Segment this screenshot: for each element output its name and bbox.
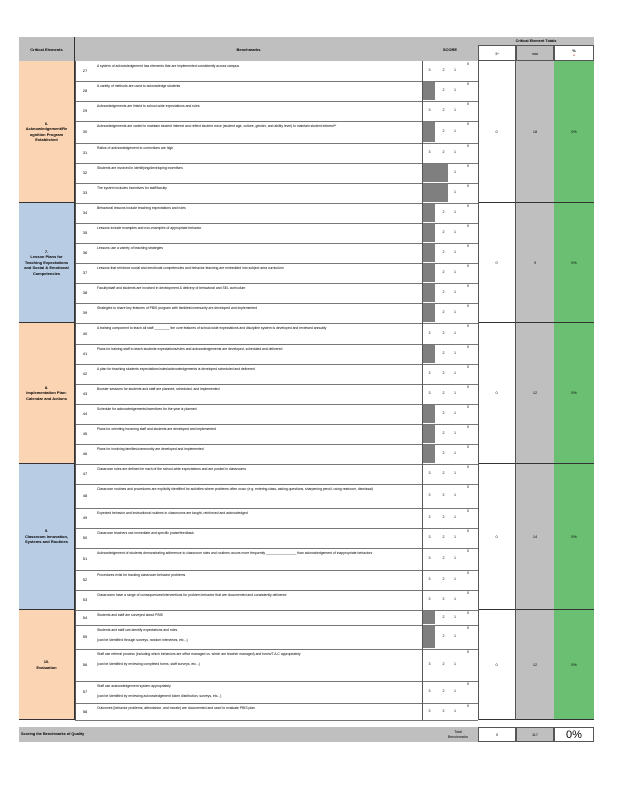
unavailable-score-cell xyxy=(422,304,435,322)
score-option-3[interactable]: 3 xyxy=(428,330,431,335)
score-option-2[interactable]: 2 xyxy=(442,634,445,638)
benchmark-number: 38 xyxy=(82,290,88,295)
score-option-0[interactable]: 0 xyxy=(467,650,469,654)
footer-total-score: 0 xyxy=(478,727,516,742)
benchmark-text: Classroom routines and procedures are explicitly identified for activities where problems often occur (e.g. entering class, asking questions, sharpening pencil, using restroom, dismissal) xyxy=(97,487,373,491)
score-option-1[interactable]: 1 xyxy=(454,150,456,154)
score-option-0[interactable]: 0 xyxy=(467,144,469,148)
score-option-0[interactable]: 0 xyxy=(467,704,469,708)
benchmark-text: Acknowledgement of students demonstrating adherence to classroom rules and routines occurs more frequently ________________ than acknowledgement of inappropriate behaviors xyxy=(97,551,373,555)
unavailable-score-cell xyxy=(422,611,435,624)
score-option-3[interactable]: 3 xyxy=(428,515,431,519)
benchmark-text: Strategies to share key features of PBIS program with families/community are developed and implemented xyxy=(97,306,258,310)
score-option-3[interactable]: 3 xyxy=(428,493,431,497)
score-option-2[interactable]: 2 xyxy=(442,108,445,112)
score-option-1[interactable]: 1 xyxy=(454,451,456,455)
row-divider xyxy=(75,223,478,224)
score-option-1[interactable]: 1 xyxy=(454,190,456,194)
benchmark-text: Lessons use a variety of teaching strategies xyxy=(97,246,163,250)
score-option-1[interactable]: 1 xyxy=(454,108,456,112)
benchmark-number: 50 xyxy=(82,535,88,540)
unavailable-score-cell xyxy=(422,122,435,142)
benchmark-text: Classroom rules are defined for each of the school-wide expectations and are posted in classrooms xyxy=(97,467,247,471)
score-option-2[interactable]: 2 xyxy=(442,290,445,294)
section-percent: 0% xyxy=(554,610,594,720)
score-option-2[interactable]: 2 xyxy=(442,471,445,475)
row-divider xyxy=(75,243,478,244)
unavailable-score-cell xyxy=(422,626,435,648)
benchmark-text: Plans for involving families/community are developed and implemented xyxy=(97,447,204,451)
score-option-2[interactable]: 2 xyxy=(442,411,445,415)
score-option-2[interactable]: 2 xyxy=(442,597,445,601)
benchmark-number: 49 xyxy=(82,515,88,520)
column-divider xyxy=(422,61,423,720)
benchmark-text: Expected behavior and instructional routines in classrooms are taught, reinforced and acknowledged xyxy=(97,511,248,515)
score-option-0[interactable]: 0 xyxy=(467,345,469,349)
row-divider xyxy=(75,143,478,144)
section-score: 0 xyxy=(478,464,516,610)
section-percent: 0% xyxy=(554,203,594,323)
benchmark-text: Students are involved in identifying/developing incentives xyxy=(97,166,183,170)
score-option-3[interactable]: 3 xyxy=(428,689,431,693)
benchmark-text: Plans for orienting incoming staff and students are developed and implemented xyxy=(97,427,216,431)
section-score: 0 xyxy=(478,323,516,464)
benchmark-number: 42 xyxy=(82,371,88,376)
header-critical-elements: Critical Elements xyxy=(19,37,75,61)
row-divider xyxy=(75,283,478,284)
score-option-1[interactable]: 1 xyxy=(454,577,456,581)
unavailable-score-cell xyxy=(435,164,448,182)
benchmark-number: 53 xyxy=(82,597,88,602)
score-option-3[interactable]: 3 xyxy=(428,535,431,539)
row-divider xyxy=(75,681,478,682)
score-option-1[interactable]: 1 xyxy=(454,250,456,254)
score-option-2[interactable]: 2 xyxy=(442,689,445,693)
benchmark-number: 39 xyxy=(82,310,88,315)
score-option-3[interactable]: 3 xyxy=(428,150,431,154)
unavailable-score-cell xyxy=(422,284,435,302)
score-option-3[interactable]: 3 xyxy=(428,662,431,666)
benchmark-number: 36 xyxy=(82,250,88,255)
unavailable-score-cell xyxy=(422,224,435,242)
score-option-0[interactable]: 0 xyxy=(467,62,469,66)
score-option-0[interactable]: 0 xyxy=(467,324,469,328)
footer-label: Scoring the Benchmarks of Quality xyxy=(21,732,85,736)
header-pct: % * xyxy=(554,45,594,61)
benchmark-number: 41 xyxy=(82,351,88,356)
benchmark-number: 54 xyxy=(82,614,88,620)
score-option-1[interactable]: 1 xyxy=(454,129,456,133)
section-max: 9 xyxy=(516,203,554,323)
benchmark-number: 55 xyxy=(82,634,88,639)
benchmark-number: 58 xyxy=(82,708,88,714)
score-option-1[interactable]: 1 xyxy=(454,330,456,335)
benchmark-number: 57 xyxy=(82,689,88,694)
score-option-1[interactable]: 1 xyxy=(454,88,456,92)
section-score: 0 xyxy=(478,61,516,203)
unavailable-score-cell xyxy=(422,425,435,443)
score-option-2[interactable]: 2 xyxy=(442,270,445,274)
score-option-1[interactable]: 1 xyxy=(454,689,456,693)
score-option-2[interactable]: 2 xyxy=(442,708,445,713)
score-option-0[interactable]: 0 xyxy=(467,102,469,106)
score-option-0[interactable]: 0 xyxy=(467,509,469,513)
benchmark-text: Acknowledgements are varied to maintain student interest and reflect student voice (student age, culture, gender, and ability level) to maintain student interest** xyxy=(97,124,337,128)
header-pct-mark: * xyxy=(573,53,575,58)
row-divider xyxy=(75,183,478,184)
score-option-0[interactable]: 0 xyxy=(467,264,469,268)
score-option-2[interactable]: 2 xyxy=(442,577,445,581)
score-option-1[interactable]: 1 xyxy=(454,614,456,619)
benchmark-number: 29 xyxy=(82,108,88,113)
section-percent: 0% xyxy=(554,323,594,464)
benchmark-number: 45 xyxy=(82,431,88,436)
score-option-0[interactable]: 0 xyxy=(467,82,469,86)
row-divider xyxy=(75,703,478,704)
benchmark-number: 35 xyxy=(82,230,88,235)
row-divider xyxy=(75,203,478,204)
score-option-2[interactable]: 2 xyxy=(442,451,445,455)
score-option-3[interactable]: 3 xyxy=(428,391,431,395)
header-benchmarks: Benchmarks xyxy=(75,37,422,61)
score-option-3[interactable]: 3 xyxy=(428,108,431,112)
row-divider xyxy=(75,649,478,650)
score-option-0[interactable]: 0 xyxy=(467,284,469,288)
benchmark-text: A plan for teaching students expectations/rules/acknowledgements is developed scheduled and delivered xyxy=(97,367,255,371)
benchmark-number: 43 xyxy=(82,391,88,396)
benchmark-text: Classrooms have a range of consequences/interventions for problem behavior that are documented and consistently delivered xyxy=(97,593,287,597)
score-option-1[interactable]: 1 xyxy=(454,391,456,395)
benchmark-number: 30 xyxy=(82,129,88,134)
score-option-1[interactable]: 1 xyxy=(454,662,456,666)
header-score-sub: 3+ xyxy=(478,45,516,61)
score-option-3[interactable]: 3 xyxy=(428,471,431,475)
score-option-1[interactable]: 1 xyxy=(454,634,456,638)
unavailable-score-cell xyxy=(422,445,435,463)
score-option-2[interactable]: 2 xyxy=(442,88,445,92)
column-divider xyxy=(75,61,76,720)
row-divider xyxy=(75,344,478,345)
score-option-0[interactable]: 0 xyxy=(467,304,469,308)
unavailable-score-cell xyxy=(422,345,435,363)
benchmark-text: A system of acknowledgement has elements that are implemented consistently across campus xyxy=(97,64,240,68)
header-scores: SCORE xyxy=(422,37,478,61)
score-option-0[interactable]: 0 xyxy=(467,405,469,409)
benchmark-text: Staff use acknowledgement system appropriately (can be identified by reviewing acknowledgement token distribution, surveys, etc...) xyxy=(97,684,222,699)
benchmark-number: 46 xyxy=(82,451,88,456)
row-divider xyxy=(75,444,478,445)
benchmark-text: Booster sessions for students and staff are planned, scheduled, and implemented xyxy=(97,387,220,391)
benchmark-text: Classroom teachers use immediate and specific praise/feedback xyxy=(97,531,194,535)
score-option-0[interactable]: 0 xyxy=(467,611,469,615)
benchmark-text: Students and staff can identify expectations and rules (can be identified through surveys, random interviews, etc...) xyxy=(97,628,188,643)
row-divider xyxy=(75,424,478,425)
score-option-2[interactable]: 2 xyxy=(442,391,445,395)
score-option-0[interactable]: 0 xyxy=(467,682,469,686)
unavailable-score-cell xyxy=(422,264,435,282)
unavailable-score-cell xyxy=(435,184,448,202)
row-divider xyxy=(75,508,478,509)
score-option-1[interactable]: 1 xyxy=(454,597,456,601)
row-divider xyxy=(75,384,478,385)
row-divider xyxy=(75,303,478,304)
section-max: 12 xyxy=(516,323,554,464)
footer-row xyxy=(19,727,594,742)
section-percent: 0% xyxy=(554,464,594,610)
benchmark-text: The system includes incentives for staff/faculty xyxy=(97,186,167,190)
benchmark-number: 44 xyxy=(82,411,88,416)
score-option-2[interactable]: 2 xyxy=(442,310,445,314)
row-divider xyxy=(75,610,478,611)
row-divider xyxy=(75,163,478,164)
score-option-1[interactable]: 1 xyxy=(454,351,456,355)
row-divider xyxy=(75,484,478,485)
score-option-2[interactable]: 2 xyxy=(442,431,445,435)
benchmark-text: Outcomes (behavior problems, attendance, and morale) are documented and used to evaluate PBIS plan xyxy=(97,706,255,710)
score-option-1[interactable]: 1 xyxy=(454,68,456,72)
benchmark-number: 52 xyxy=(82,577,88,582)
unavailable-score-cell xyxy=(422,82,435,100)
benchmark-text: Students and staff are surveyed about PBIS xyxy=(97,613,163,617)
row-divider xyxy=(75,323,478,324)
score-option-0[interactable]: 0 xyxy=(467,184,469,188)
benchmark-number: 51 xyxy=(82,556,88,561)
score-option-3[interactable]: 3 xyxy=(428,577,431,581)
row-divider xyxy=(75,404,478,405)
score-option-0[interactable]: 0 xyxy=(467,122,469,126)
section-title: 7. Lesson Plans for Teaching Expectations and Social & Emotional Competencies xyxy=(19,203,75,323)
unavailable-score-cell xyxy=(422,244,435,262)
score-option-2[interactable]: 2 xyxy=(442,210,445,214)
benchmark-number: 56 xyxy=(82,662,88,667)
column-divider xyxy=(478,61,479,720)
row-divider xyxy=(75,101,478,102)
benchmark-text: Acknowledgements are linked to school-wide expectations and rules xyxy=(97,104,200,108)
benchmark-number: 33 xyxy=(82,190,88,195)
score-option-2[interactable]: 2 xyxy=(442,662,445,666)
benchmark-number: 27 xyxy=(82,68,88,73)
score-option-2[interactable]: 2 xyxy=(442,556,445,560)
score-option-0[interactable]: 0 xyxy=(467,385,469,389)
benchmark-text: Behavioral lessons include teaching expectations and rules xyxy=(97,206,186,210)
unavailable-score-cell xyxy=(422,164,435,182)
score-option-0[interactable]: 0 xyxy=(467,626,469,630)
footer-total-label: Total Benchmarks xyxy=(448,730,468,739)
score-option-1[interactable]: 1 xyxy=(454,230,456,234)
section-max: 18 xyxy=(516,61,554,203)
benchmark-text: A training component to teach all staff ________ the core features of school-wide expectations and discipline system is developed and reviewed annually xyxy=(97,326,327,330)
score-option-2[interactable]: 2 xyxy=(442,351,445,355)
score-option-2[interactable]: 2 xyxy=(442,515,445,519)
score-option-3[interactable]: 3 xyxy=(428,708,431,713)
row-divider xyxy=(75,548,478,549)
unavailable-score-cell xyxy=(422,204,435,222)
row-divider xyxy=(75,590,478,591)
score-option-2[interactable]: 2 xyxy=(442,371,445,375)
benchmark-number: 48 xyxy=(82,493,88,498)
score-option-2[interactable]: 2 xyxy=(442,129,445,133)
score-option-1[interactable]: 1 xyxy=(454,431,456,435)
score-option-1[interactable]: 1 xyxy=(454,270,456,274)
score-option-1[interactable]: 1 xyxy=(454,708,456,713)
unavailable-score-cell xyxy=(422,405,435,423)
benchmark-number: 31 xyxy=(82,150,88,155)
score-option-3[interactable]: 3 xyxy=(428,597,431,601)
benchmark-number: 28 xyxy=(82,88,88,93)
section-title: 6. Acknowledgement/Re ognition Program Established xyxy=(19,61,75,203)
score-option-0[interactable]: 0 xyxy=(467,591,469,595)
footer-total-max: 117 xyxy=(516,727,554,742)
row-divider xyxy=(75,625,478,626)
score-option-0[interactable]: 0 xyxy=(467,244,469,248)
score-option-1[interactable]: 1 xyxy=(454,371,456,375)
benchmark-text: Faculty/staff and students are involved in development & delivery of behavioral and SEL curriculum xyxy=(97,286,246,290)
score-option-3[interactable]: 3 xyxy=(428,68,431,72)
row-divider xyxy=(75,81,478,82)
score-option-1[interactable]: 1 xyxy=(454,471,456,475)
score-option-2[interactable]: 2 xyxy=(442,150,445,154)
score-option-2[interactable]: 2 xyxy=(442,68,445,72)
score-option-0[interactable]: 0 xyxy=(467,549,469,553)
header-group-title: Critical Element Totals xyxy=(478,37,594,45)
score-option-0[interactable]: 0 xyxy=(467,571,469,575)
section-score: 0 xyxy=(478,203,516,323)
score-option-1[interactable]: 1 xyxy=(454,310,456,314)
benchmark-text: Schedule for acknowledgements/incentives for the year is planned xyxy=(97,407,197,411)
section-title: 10. Evaluation xyxy=(19,610,75,720)
score-option-1[interactable]: 1 xyxy=(454,556,456,560)
score-option-0[interactable]: 0 xyxy=(467,164,469,168)
score-option-0[interactable]: 0 xyxy=(467,465,469,469)
score-option-2[interactable]: 2 xyxy=(442,493,445,497)
score-option-2[interactable]: 2 xyxy=(442,330,445,335)
benchmark-number: 47 xyxy=(82,471,88,476)
score-option-1[interactable]: 1 xyxy=(454,411,456,415)
score-option-0[interactable]: 0 xyxy=(467,365,469,369)
benchmark-number: 34 xyxy=(82,210,88,215)
row-divider xyxy=(75,464,478,465)
score-option-0[interactable]: 0 xyxy=(467,445,469,449)
score-option-1[interactable]: 1 xyxy=(454,210,456,214)
row-divider xyxy=(75,720,478,721)
footer-total-pct: 0% xyxy=(554,727,594,742)
section-score: 0 xyxy=(478,610,516,720)
score-option-1[interactable]: 1 xyxy=(454,290,456,294)
benchmark-text: A variety of methods are used to acknowledge students xyxy=(97,84,181,88)
score-option-1[interactable]: 1 xyxy=(454,535,456,539)
score-option-0[interactable]: 0 xyxy=(467,224,469,228)
score-option-2[interactable]: 2 xyxy=(442,230,445,234)
section-max: 12 xyxy=(516,610,554,720)
score-option-2[interactable]: 2 xyxy=(442,614,445,619)
row-divider xyxy=(75,528,478,529)
score-option-1[interactable]: 1 xyxy=(454,170,456,174)
score-option-0[interactable]: 0 xyxy=(467,529,469,533)
row-divider xyxy=(75,121,478,122)
benchmark-text: Lessons that reinforce social and emotional competencies and behavior teaching are embedded into subject area curriculum xyxy=(97,266,284,270)
benchmark-text: Procedures exist for tracking classroom behavior problems xyxy=(97,573,186,577)
score-option-1[interactable]: 1 xyxy=(454,515,456,519)
score-option-0[interactable]: 0 xyxy=(467,204,469,208)
benchmark-number: 32 xyxy=(82,170,88,175)
row-divider xyxy=(75,364,478,365)
row-divider xyxy=(75,570,478,571)
unavailable-score-cell xyxy=(422,184,435,202)
section-max: 14 xyxy=(516,464,554,610)
benchmarks-sheet xyxy=(19,37,594,742)
score-option-1[interactable]: 1 xyxy=(454,493,456,497)
section-title: 9. Classroom Innovation, Systems and Routines xyxy=(19,464,75,610)
header-max-sub: max xyxy=(516,45,554,61)
section-title: 8. Implementation Plan: Calendar and Actions xyxy=(19,323,75,464)
score-option-2[interactable]: 2 xyxy=(442,535,445,539)
score-option-2[interactable]: 2 xyxy=(442,250,445,254)
score-option-3[interactable]: 3 xyxy=(428,556,431,560)
score-option-0[interactable]: 0 xyxy=(467,485,469,489)
benchmark-number: 40 xyxy=(82,330,88,336)
benchmark-text: Plans for training staff to teach students expectations/rules and acknowledgements are developed, scheduled and delivered xyxy=(97,347,283,351)
benchmark-number: 37 xyxy=(82,270,88,275)
benchmark-text: Ratios of acknowledgement to corrections are high xyxy=(97,146,174,150)
score-option-0[interactable]: 0 xyxy=(467,425,469,429)
section-percent: 0% xyxy=(554,61,594,203)
benchmark-text: Staff use referral process (including which behaviors are office managed vs. which are teacher managed) and forms/T.A.C appropriately (can be identified by reviewing completed forms, staff surveys, etc...) xyxy=(97,652,301,667)
benchmark-text: Lessons include examples and non-examples of appropriate behavior xyxy=(97,226,202,230)
score-option-3[interactable]: 3 xyxy=(428,371,431,375)
row-divider xyxy=(75,263,478,264)
